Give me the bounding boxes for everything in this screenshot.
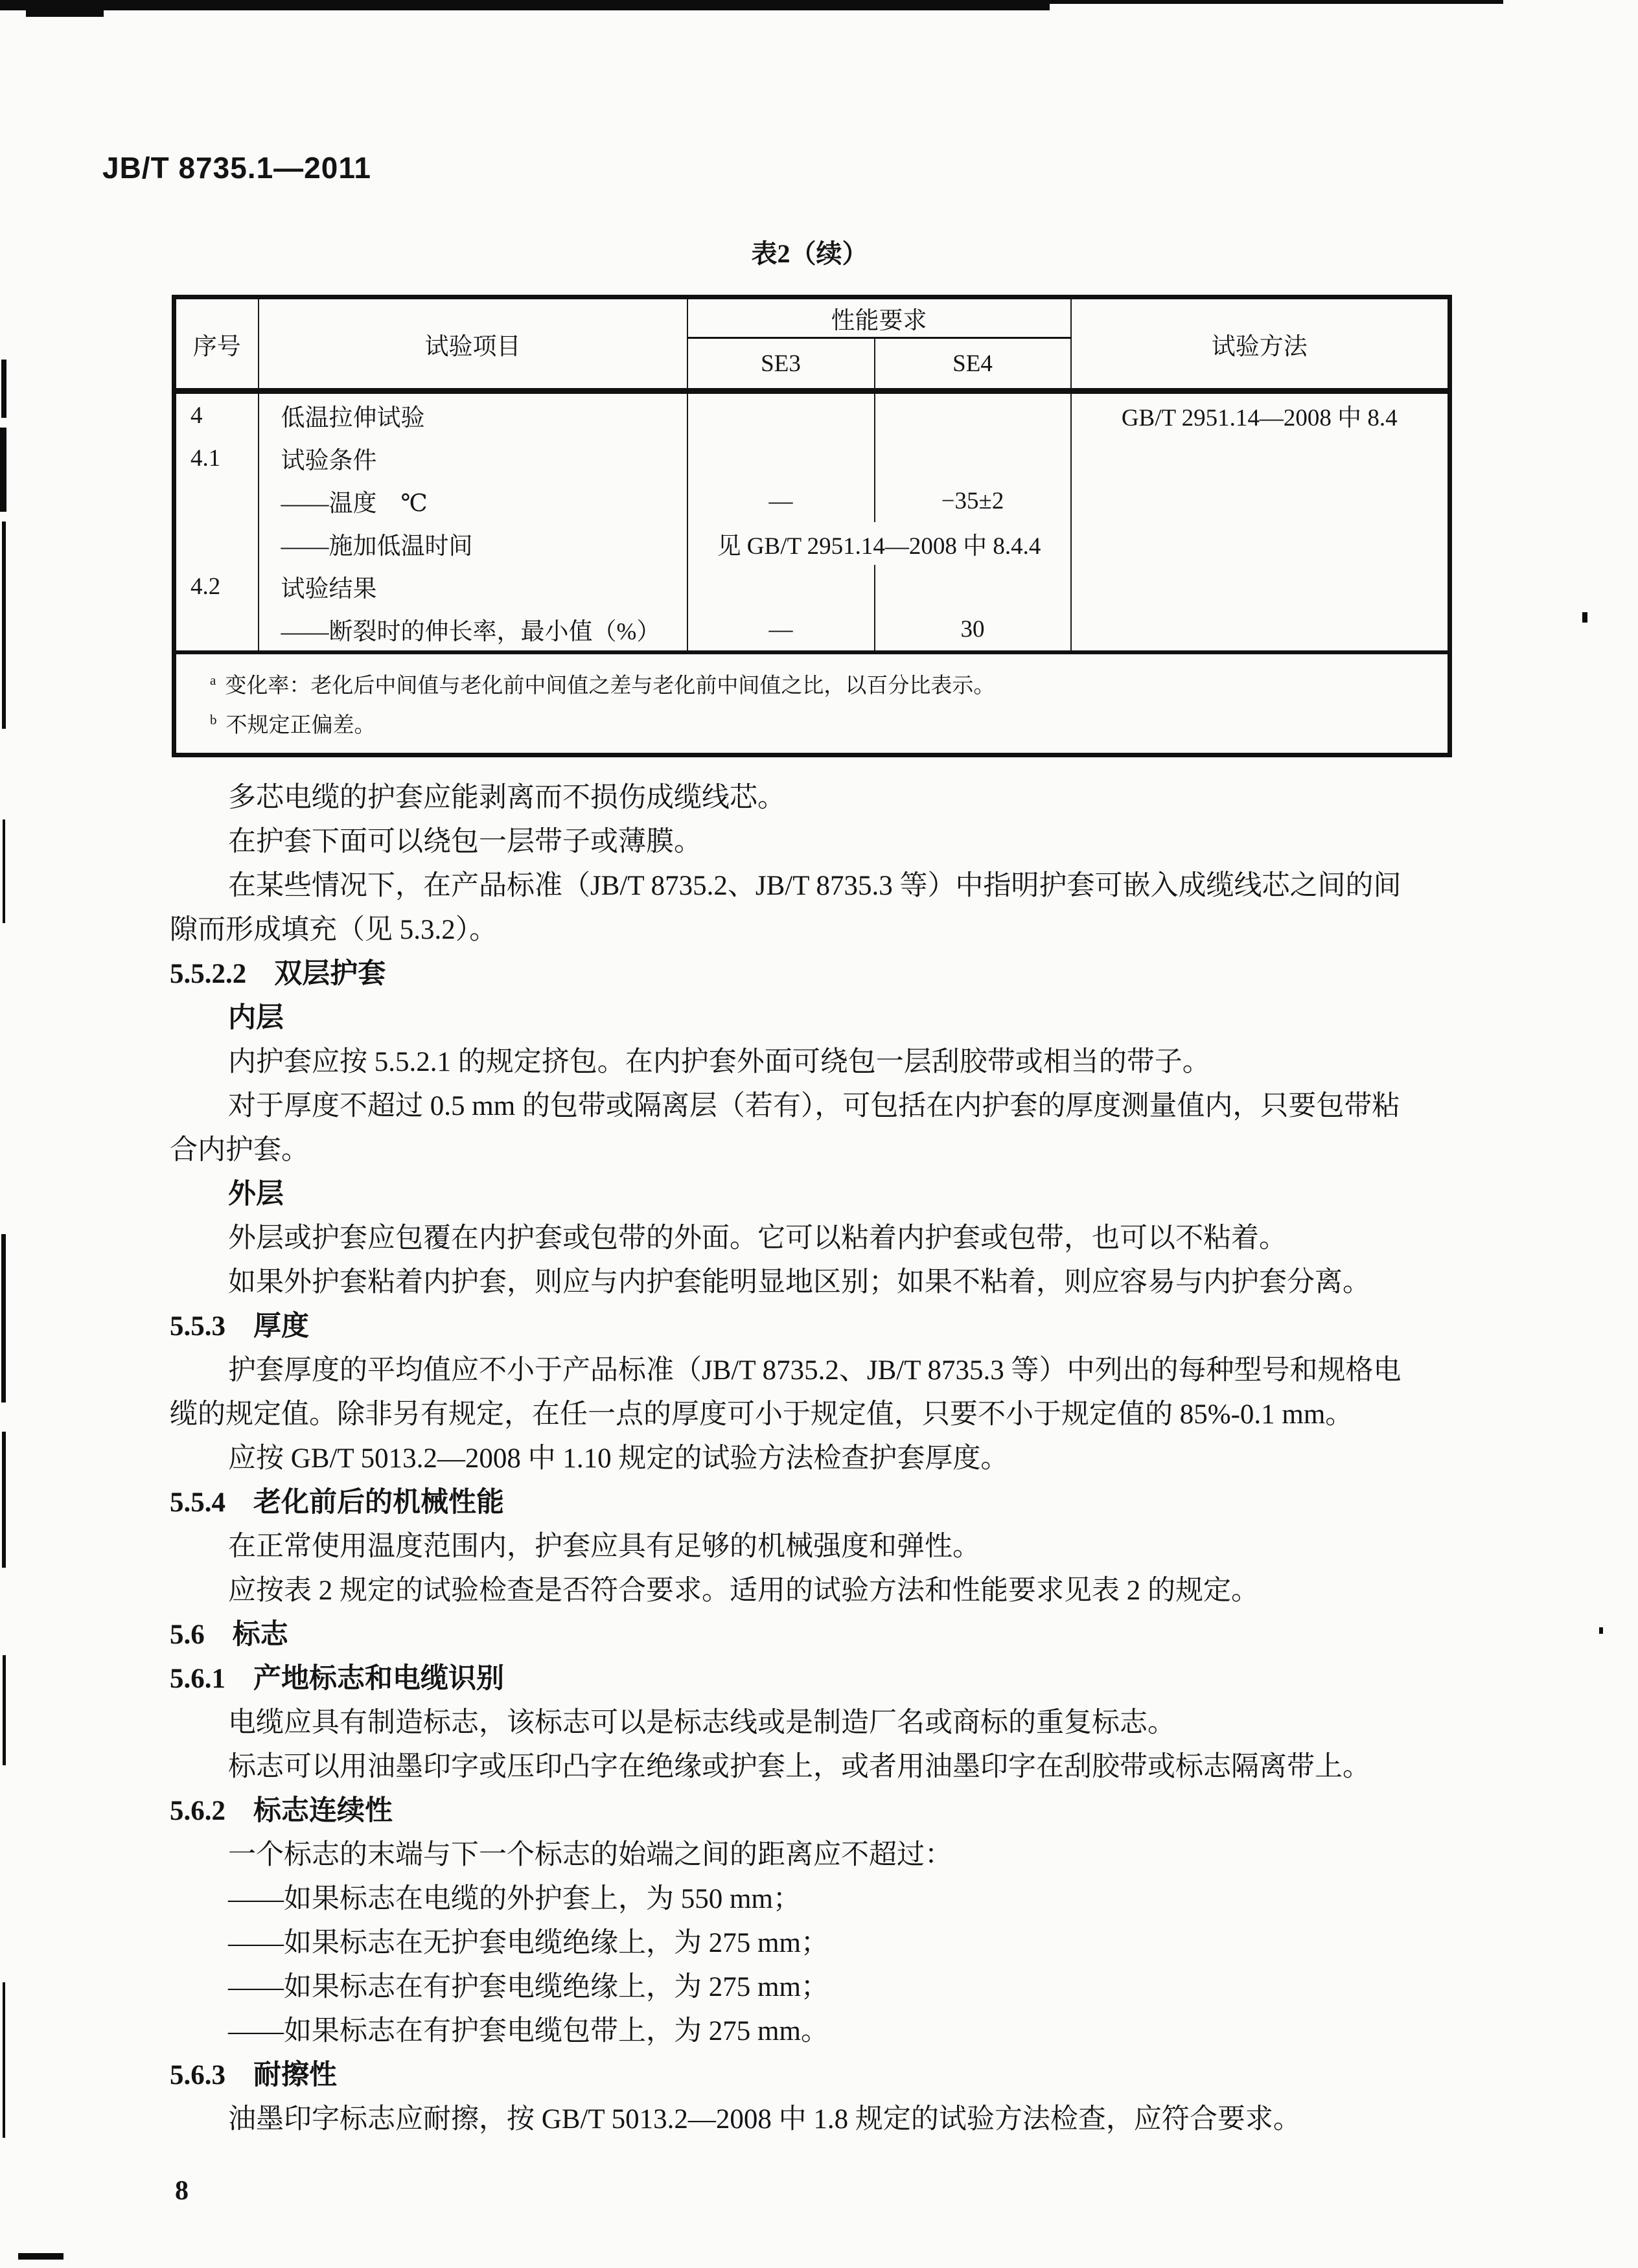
table-row [174,522,1450,565]
col-header-performance: 性能要求 [687,297,1071,338]
paragraph-line: 在正常使用温度范围内，护套应具有足够的机械强度和弹性。 [228,1531,980,1562]
scan-artifact-speck [1582,612,1587,623]
paragraph-line: 电缆应具有制造标志，该标志可以是标志线或是制造厂名或商标的重复标志。 [228,1708,1175,1738]
cell-seq: 4.1 [190,444,221,472]
scan-artifact-left-streak [1,1234,6,1403]
scan-artifact-top-band-thin [1050,0,1503,4]
cell-se4 [875,391,1071,437]
cell-se3 [687,437,875,479]
table-row [174,437,1450,479]
cell-se4: 30 [875,608,1071,652]
dash-list-item: ——如果标志在有护套电缆绝缘上，为 275 mm； [228,1972,829,2002]
cell-item: 低温拉伸试验 [259,391,687,437]
cell-item: 试验结果 [259,565,687,608]
cell-method: GB/T 2951.14—2008 中 8.4 [1071,391,1450,437]
scan-artifact-left-streak [3,1982,5,2138]
page-number: 8 [175,2176,189,2206]
cell-seq [174,479,259,522]
subheading-outer-layer: 外层 [228,1179,284,1209]
cell-se3: — [687,479,875,522]
footnote-a-marker: a [210,672,216,688]
table-caption: 表2（续） [751,239,868,268]
cell-item: ——施加低温时间 [259,522,687,565]
cell-method [1071,608,1450,652]
cell-se3 [687,391,875,437]
paragraph-line: 多芯电缆的护套应能剥离而不损伤成缆线芯。 [228,783,785,813]
section-heading-5-6-2: 5.6.2 标志连续性 [170,1796,393,1826]
col-header-se4: SE4 [875,338,1071,391]
section-heading-5-6: 5.6 标志 [170,1620,288,1650]
paragraph-line: 对于厚度不超过 0.5 mm 的包带或隔离层（若有），可包括在内护套的厚度测量值内，只要包带粘 [228,1091,1400,1121]
table-row [174,565,1450,608]
col-header-method: 试验方法 [1071,297,1450,391]
table-row [174,391,1450,437]
dash-list-item: ——如果标志在有护套电缆包带上，为 275 mm。 [228,2016,829,2046]
cell-se4: −35±2 [875,479,1071,522]
subheading-inner-layer: 内层 [228,1003,284,1033]
footnote-b [210,703,1448,742]
paragraph-line: 在护套下面可以绕包一层带子或薄膜。 [228,827,702,857]
paragraph-line: 如果外护套粘着内护套，则应与内护套能明显地区别；如果不粘着，则应容易与内护套分离。 [228,1267,1370,1298]
table-row [174,479,1450,522]
section-heading-5-5-2-2: 5.5.2.2 双层护套 [170,959,386,989]
cell-method [1071,522,1450,565]
cell-method [1071,437,1450,479]
paragraph-line: 外层或护套应包覆在内护套或包带的外面。它可以粘着内护套或包带，也可以不粘着。 [228,1223,1287,1254]
cell-seq: 4.2 [190,573,221,600]
cell-item: 试验条件 [259,437,687,479]
cell-se3-se4-merged: 见 GB/T 2951.14—2008 中 8.4.4 [687,522,1071,565]
section-heading-5-6-3: 5.6.3 耐擦性 [170,2060,337,2090]
footnote-a [210,663,1448,703]
cell-se3 [687,565,875,608]
section-heading-5-5-3: 5.5.3 厚度 [170,1311,309,1342]
paragraph-line: 缆的规定值。除非另有规定，在任一点的厚度可小于规定值，只要不小于规定值的 85%-0.1 mm。 [170,1399,1354,1430]
cell-se3: — [687,608,875,652]
cell-method [1071,479,1450,522]
scan-artifact-left-streak [2,521,6,729]
standard-code: JB/T 8735.1—2011 [102,151,371,185]
paragraph-line: 内护套应按 5.5.2.1 的规定挤包。在内护套外面可绕包一层刮胶带或相当的带子。 [228,1047,1210,1077]
paragraph-line: 隙而形成填充（见 5.3.2）。 [170,915,498,945]
scan-artifact-left-streak [1,360,6,418]
paragraph-line: 标志可以用油墨印字或压印凸字在绝缘或护套上，或者用油墨印字在刮胶带或标志隔离带上。 [228,1752,1370,1782]
test-requirements-table [172,295,1452,757]
dash-list-item: ——如果标志在无护套电缆绝缘上，为 275 mm； [228,1928,829,1958]
col-header-seq: 序号 [192,333,241,360]
cell-item: ——断裂时的伸长率，最小值（%） [259,608,687,652]
col-header-se3: SE3 [687,338,875,391]
scan-artifact-left-streak [0,428,6,512]
section-heading-5-5-4: 5.5.4 老化前后的机械性能 [170,1487,504,1518]
scan-artifact-left-streak [3,819,5,923]
paragraph-line: 护套厚度的平均值应不小于产品标准（JB/T 8735.2、JB/T 8735.3 等）中列出的每种型号和规格电 [228,1355,1402,1386]
cell-seq: 4 [174,391,259,437]
scan-artifact-speck [1599,1627,1603,1634]
footnote-a-text: 变化率：老化后中间值与老化前中间值之差与老化前中间值之比，以百分比表示。 [225,674,995,698]
paragraph-line: 应按表 2 规定的试验检查是否符合要求。适用的试验方法和性能要求见表 2 的规定。 [228,1575,1259,1606]
cell-item: ——温度 ℃ [259,479,687,522]
paragraph-line: 合内护套。 [170,1135,309,1165]
cell-seq [174,522,259,565]
cell-se4 [875,565,1071,608]
table-footnotes [174,652,1450,755]
section-heading-5-6-1: 5.6.1 产地标志和电缆识别 [170,1664,504,1694]
dash-list-item: ——如果标志在电缆的外护套上，为 550 mm； [228,1884,801,1914]
cell-se4 [875,437,1071,479]
document-body [170,776,1543,2142]
cell-seq [174,608,259,652]
paragraph-line: 在某些情况下，在产品标准（JB/T 8735.2、JB/T 8735.3 等）中指明护套可嵌入成缆线芯之间的间 [228,871,1402,901]
scan-artifact-bottom-mark [18,2253,63,2260]
scan-artifact-top-band [0,0,1050,10]
scan-artifact-top-blob [26,9,104,17]
scan-artifact-left-streak [2,1432,6,1568]
paragraph-line: 应按 GB/T 5013.2—2008 中 1.10 规定的试验方法检查护套厚度。 [228,1443,1009,1474]
table-row [174,608,1450,652]
col-header-item: 试验项目 [259,297,687,391]
footnote-b-text: 不规定正偏差。 [225,714,376,737]
cell-method [1071,565,1450,608]
scan-artifact-left-streak [3,1655,6,1765]
footnote-b-marker: b [210,712,217,727]
paragraph-line: 一个标志的末端与下一个标志的始端之间的距离应不超过： [228,1840,952,1870]
paragraph-line: 油墨印字标志应耐擦，按 GB/T 5013.2—2008 中 1.8 规定的试验方法检查，应符合要求。 [228,2104,1301,2135]
